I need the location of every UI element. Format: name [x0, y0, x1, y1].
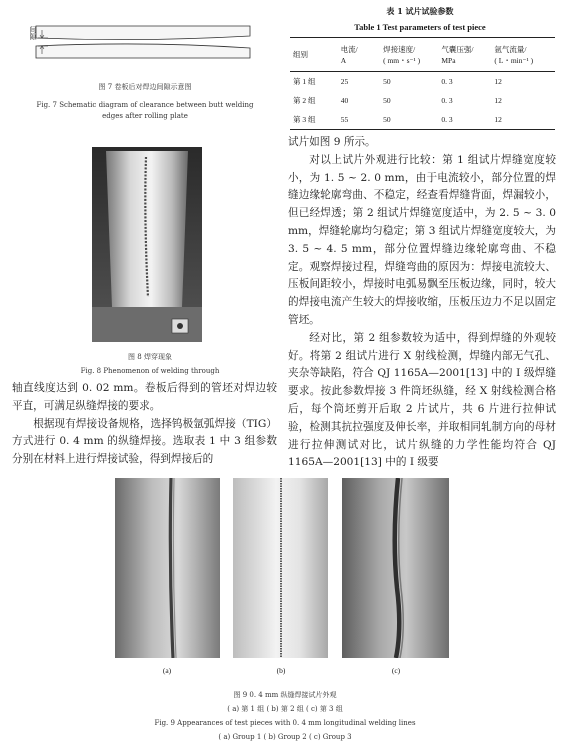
paragraph: 试片如图 9 所示。: [288, 136, 376, 148]
figure-9c-label: (c): [391, 666, 401, 675]
header-argon: 氩气流量/ ( L・min⁻¹ ): [491, 38, 555, 72]
cell: 12: [494, 77, 502, 86]
figure-8-photo: [92, 147, 202, 342]
cell: 0. 3: [438, 110, 491, 130]
figure-9b-label: (b): [276, 666, 286, 675]
figure-9b-photo: [233, 478, 328, 658]
cell: 55: [338, 110, 380, 130]
figure-9a-label: (a): [162, 666, 172, 675]
cell: 0. 3: [441, 96, 453, 105]
table-1-title-zh: 表 1 试片试验参数: [386, 6, 454, 16]
cell: 第 1 组: [293, 77, 316, 86]
cell: 0. 3: [441, 77, 453, 86]
figure-7-schematic: [28, 12, 258, 70]
figure-9c-photo: [342, 478, 449, 658]
figure-9-caption-zh: 图 9 0. 4 mm 纵缝焊接试片外观: [233, 691, 337, 699]
header-group: 组别: [290, 38, 338, 72]
paragraph: 根据现有焊接设备规格，选择钨极氩弧焊接（TIG）方式进行 0. 4 mm 的纵缝焊接。选取表 1 中 3 组参数分别在材料上进行焊接试验，得到焊接后的: [12, 417, 277, 466]
paragraph: 轴直线度达到 0. 02 mm。卷板后得到的管坯对焊边较平直，可满足纵缝焊接的要求。: [12, 382, 277, 412]
table-1-title-en: Table 1 Test parameters of test piece: [354, 22, 486, 32]
figure-8-caption-zh: 图 8 焊穿现象: [128, 353, 172, 361]
paragraph: 经对比，第 2 组参数较为适中，得到焊缝的外观较好。将第 2 组试片进行 X 射线检测，焊缝内部无气孔、夹杂等缺陷，符合 QJ 1165A—2001[13] 中的 Ⅰ 级焊缝要求。按此参数焊接 3 件筒坯纵缝，经 X 射线检测合格后，每个筒坯剪开后取 2 片试片，共 6 片进行拉伸试验，检测其抗拉强度及伸长率，并取相同轧制方向的母材进行拉伸测试对比，试片纵缝的力学性能均符合 QJ 1165A—2001[13] 中的 Ⅰ 级要: [288, 331, 556, 469]
cell: 12: [491, 110, 555, 130]
right-column-text: [288, 134, 556, 472]
figure-9-caption-en: Fig. 9 Appearances of test pieces with 0. 4 mm longitudinal welding lines: [154, 719, 416, 727]
cell: 第 3 组: [290, 110, 338, 130]
left-column-text: [12, 380, 277, 469]
cell: 25: [340, 77, 349, 86]
figure-7-caption-en-line1: Fig. 7 Schematic diagram of clearance between butt welding: [36, 101, 254, 109]
cell: 50: [383, 96, 391, 105]
table-row: [290, 91, 555, 110]
cell: 50: [380, 110, 438, 130]
header-speed: 焊接速度/ ( mm・s⁻¹ ): [380, 38, 438, 72]
table-row: [290, 72, 555, 92]
figure-8-caption-en: Fig. 8 Phenomenon of welding through: [80, 367, 220, 375]
paragraph: 对以上试片外观进行比较：第 1 组试片焊缝宽度较小，为 1. 5 ~ 2. 0 mm，由于电流较小，部分位置的焊缝边缘轮廓弯曲、不稳定，经查看焊缝背面，焊漏较小，但已经焊透；第 2 组试片焊缝宽度适中，为 2. 5 ~ 3. 0 mm，焊缝轮廓均匀稳定；第 3 组试片焊缝宽度较大，为 3. 5 ~ 4. 5 mm，部分位置焊缝边缘轮廓弯曲、不稳定。观察焊接过程，焊缝弯曲的原因为：焊接电流较大、压板间距较小，焊接时电弧易飘至压板边缘，同时，较大的焊接电流产生较大的焊接收缩，压板压边力不足以固定管坯。: [288, 153, 556, 326]
cell: 12: [494, 96, 502, 105]
clearance-label: 间隙: [29, 26, 37, 40]
figure-9-caption-en-sub: ( a) Group 1 ( b) Group 2 ( c) Group 3: [218, 733, 352, 741]
cell: 40: [340, 96, 349, 105]
cell: 50: [383, 77, 391, 86]
table-1: [290, 37, 555, 130]
figure-9a-photo: [115, 478, 220, 658]
figure-7-caption-zh: 图 7 卷板后对焊边间隙示意图: [98, 83, 192, 91]
figure-7-caption-en: [20, 100, 270, 122]
header-current: 电流/ A: [338, 38, 380, 72]
header-pressure: 气囊压强/ MPa: [438, 38, 491, 72]
table-header-row: [290, 38, 555, 72]
figure-7-caption-en-line2: edges after rolling plate: [102, 112, 188, 120]
figure-9-caption-zh-sub: ( a) 第 1 组 ( b) 第 2 组 ( c) 第 3 组: [227, 705, 343, 713]
cell: 第 2 组: [293, 96, 316, 105]
table-row: [290, 110, 555, 130]
